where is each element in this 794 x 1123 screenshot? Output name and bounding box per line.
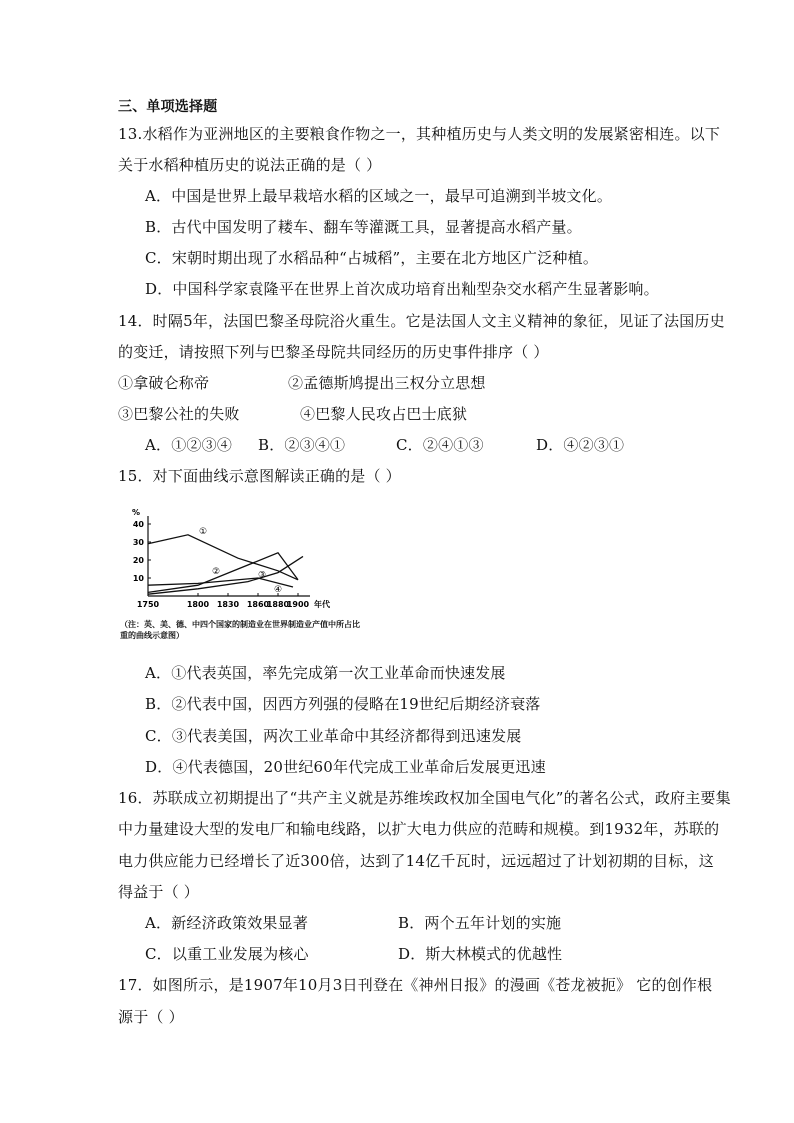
q14-item-1: ①拿破仑称帝	[118, 374, 210, 392]
q16-option-b[interactable]: B．两个五年计划的实施	[398, 914, 562, 932]
series-label-3: ③	[257, 570, 267, 581]
q14-item-3: ③巴黎公社的失败	[118, 405, 240, 423]
q14-option-c[interactable]: C．②④①③	[396, 436, 484, 454]
q14-option-a[interactable]: A．①②③④	[145, 436, 233, 454]
y-tick-label: 20	[132, 556, 144, 565]
q13-option-d[interactable]: D．中国科学家袁隆平在世界上首次成功培育出籼型杂交水稻产生显著影响。	[145, 280, 659, 298]
q16-option-d[interactable]: D．斯大林模式的优越性	[398, 945, 563, 963]
q14-item-2: ②孟德斯鸠提出三权分立思想	[288, 374, 486, 392]
x-tick-label: 1750	[136, 600, 160, 609]
q17-stem-line2: 源于（ ）	[118, 1008, 184, 1026]
chart-axes	[132, 508, 331, 609]
q14-stem-line1: 14．时隔5年，法国巴黎圣母院浴火重生。它是法国人文主义精神的象征，见证了法国历史	[118, 312, 725, 330]
chart-caption: （注：英、美、德、中四个国家的制造业在世界制造业产值中所占比重的曲线示意图）	[120, 619, 360, 640]
q15-option-b[interactable]: B．②代表中国，因西方列强的侵略在19世纪后期经济衰落	[145, 695, 541, 713]
q17-stem-line1: 17．如图所示，是1907年10月3日刊登在《神州日报》的漫画《苍龙被扼》 它的创作根	[118, 976, 713, 994]
x-tick-label: 1900	[286, 600, 310, 609]
q13-stem-line2: 关于水稻种植历史的说法正确的是（ ）	[118, 156, 382, 174]
x-tick-label: 1860	[246, 600, 270, 609]
y-axis-label: %	[132, 508, 141, 517]
q15-option-a[interactable]: A．①代表英国，率先完成第一次工业革命而快速发展	[145, 664, 506, 682]
x-tick-label: 1880	[266, 600, 290, 609]
q14-stem-line2: 的变迁，请按照下列与巴黎圣母院共同经历的历史事件排序（ ）	[118, 343, 549, 361]
q15-stem: 15．对下面曲线示意图解读正确的是（ ）	[118, 467, 401, 485]
q16-option-a[interactable]: A．新经济政策效果显著	[145, 914, 309, 932]
series-label-4: ④	[273, 584, 283, 595]
q16-option-c[interactable]: C．以重工业发展为核心	[145, 945, 309, 963]
q13-option-a[interactable]: A．中国是世界上最早栽培水稻的区域之一，最早可追溯到半坡文化。	[145, 187, 613, 205]
q16-stem-line3: 电力供应能力已经增长了近300倍，达到了14亿千瓦时，远远超过了计划初期的目标，这	[118, 852, 714, 870]
q13-option-b[interactable]: B．古代中国发明了耧车、翻车等灌溉工具，显著提高水稻产量。	[145, 218, 582, 236]
series-label-2: ②	[211, 566, 221, 577]
q16-stem-line4: 得益于（ ）	[118, 883, 199, 901]
y-tick-label: 30	[132, 538, 144, 547]
y-tick-label: 40	[132, 520, 144, 529]
x-axis-label: 年代	[314, 600, 330, 609]
q16-stem-line2: 中力量建设大型的发电厂和输电线路，以扩大电力供应的范畴和规模。到1932年，苏联的	[118, 820, 720, 838]
q13-option-c[interactable]: C．宋朝时期出现了水稻品种“占城稻”，主要在北方地区广泛种植。	[145, 249, 599, 267]
q15-option-d[interactable]: D．④代表德国，20世纪60年代完成工业革命后发展更迅速	[145, 758, 546, 776]
q13-stem-line1: 13.水稻作为亚洲地区的主要粮食作物之一，其种植历史与人类文明的发展紧密相连。以下	[118, 125, 721, 143]
q14-item-4: ④巴黎人民攻占巴士底狱	[300, 405, 468, 423]
q14-option-d[interactable]: D．④②③①	[536, 436, 625, 454]
manufacturing-share-chart	[118, 504, 358, 618]
series-label-1: ①	[198, 527, 208, 538]
q16-stem-line1: 16．苏联成立初期提出了“共产主义就是苏维埃政权加全国电气化”的著名公式，政府主要集	[118, 789, 731, 807]
section-title: 三、单项选择题	[118, 99, 218, 115]
x-tick-label: 1800	[186, 600, 210, 609]
chart-labels-layer	[199, 527, 282, 595]
q14-option-b[interactable]: B．②③④①	[258, 436, 346, 454]
x-tick-label: 1830	[216, 600, 240, 609]
y-tick-label: 10	[132, 574, 144, 583]
q15-option-c[interactable]: C．③代表美国，两次工业革命中其经济都得到迅速发展	[145, 727, 522, 745]
